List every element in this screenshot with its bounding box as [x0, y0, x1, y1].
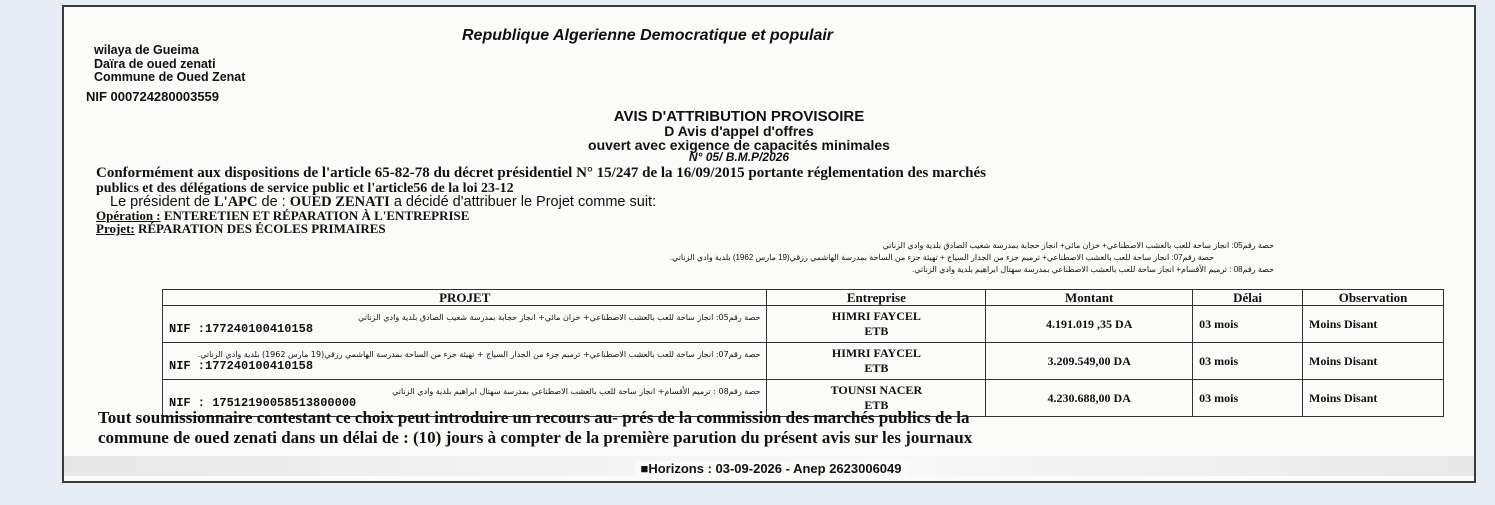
- lot-description: حصة رقم05: انجاز ساحة للعب بالعشب الاصطناعي+ خزان مائي+ انجاز حجابة بمدرسة شعيب الصادق بلدية وادي الزناتي: [358, 312, 761, 322]
- public-notice: [62, 5, 1476, 483]
- table-header-row: [163, 290, 1444, 306]
- col-entreprise: Entreprise: [767, 290, 986, 306]
- decision-apc: L'APC: [214, 194, 258, 210]
- col-projet: PROJET: [163, 290, 767, 306]
- notice-subtitle: D Avis d'appel d'offres: [664, 123, 814, 139]
- notice-title: AVIS D'ATTRIBUTION PROVISOIRE: [613, 108, 865, 125]
- recourse-notice-line-1: Tout soumissionnaire contestant ce choix peut introduire un recours au- prés de la commission des marchés publics de la: [98, 408, 970, 427]
- notice-subtitle-2: ouvert avec exigence de capacités minimales: [588, 137, 890, 153]
- issuer-block: [94, 44, 245, 85]
- cell-observation: Moins Disant: [1303, 343, 1444, 380]
- cell-entreprise: [767, 306, 986, 343]
- table-row: [163, 306, 1444, 343]
- cell-projet: [163, 306, 767, 343]
- projet-text: RÉPARATION DES ÉCOLES PRIMAIRES: [134, 221, 386, 236]
- cell-delai: 03 mois: [1193, 343, 1303, 380]
- entreprise-type: ETB: [864, 324, 889, 338]
- issuer-nif: NIF 000724280003559: [86, 89, 220, 104]
- cell-delai: 03 mois: [1193, 306, 1303, 343]
- entreprise-name: HIMRI FAYCEL: [831, 346, 921, 360]
- publication-source-text: ■Horizons : 03-09-2026 - Anep 2623006049: [635, 461, 908, 476]
- entreprise-type: ETB: [864, 398, 889, 412]
- arabic-lot-08: حصة رقم08 : ترميم الأقسام+ انجاز ساحة للعب بالعشب الاصطناعي بمدرسة سهتال ابراهيم بلدية وادي الزناتي.: [912, 265, 1274, 274]
- cell-entreprise: [767, 343, 986, 380]
- decision-text-a: Le président de: [110, 194, 214, 210]
- entreprise-name: HIMRI FAYCEL: [831, 309, 921, 323]
- arabic-lot-07: حصة رقم07: انجاز ساحة للعب بالعشب الاصطناعي+ ترميم جزء من الجدار السياج + تهيئة جزء من الساحة بمدرسة الهاشمي رزقي(19 مارس 1962) بلدية وادي الزناتي.: [669, 253, 1214, 262]
- lot-nif: NIF :177240100410158: [169, 321, 314, 336]
- commune-line: Commune de Oued Zenat: [94, 70, 246, 84]
- lot-nif: NIF : 17512190058513800000: [169, 395, 357, 410]
- col-observation: Observation: [1303, 290, 1444, 306]
- arabic-lot-05: حصة رقم05: انجاز ساحة للعب بالعشب الاصطناعي+ خزان مائي+ انجاز حجابة بمدرسة شعيب الصادق بلدية وادي الزناتي: [882, 241, 1274, 250]
- entreprise-name: TOUNSI NACER: [830, 383, 923, 397]
- projet-line: [96, 221, 386, 237]
- recourse-notice-line-2: commune de oued zenati dans un délai de : (10) jours à compter de la première parution du présent avis sur les journaux: [98, 428, 973, 447]
- cell-projet: [163, 343, 767, 380]
- cell-observation: Moins Disant: [1303, 306, 1444, 343]
- attribution-table: [162, 289, 1444, 417]
- cell-delai: 03 mois: [1193, 380, 1303, 417]
- entreprise-type: ETB: [864, 361, 889, 375]
- col-delai: Délai: [1193, 290, 1303, 306]
- republic-title: Republique Algerienne Democratique et populair: [462, 27, 834, 44]
- cell-montant: 4.191.019 ,35 DA: [986, 306, 1193, 343]
- notice-reference: N° 05/ B.M.P/2026: [688, 150, 790, 164]
- projet-label: Projet:: [96, 221, 135, 236]
- decision-commune: OUED ZENATI: [289, 194, 390, 210]
- legal-basis-line-1: Conformément aux dispositions de l'article 65-82-78 du décret présidentiel N° 15/247 de la 16/09/2015 portante réglementation des marchés: [96, 165, 986, 181]
- lot-nif: NIF :177240100410158: [169, 358, 314, 373]
- col-montant: Montant: [986, 290, 1193, 306]
- table-row: [163, 343, 1444, 380]
- operation-label: Opération :: [96, 208, 161, 223]
- cell-montant: 3.209.549,00 DA: [986, 343, 1193, 380]
- legal-basis-line-2: publics et des délégations de service public et l'article56 de la loi 23-12: [96, 181, 514, 196]
- publication-source: [64, 461, 1478, 476]
- lot-description: حصة رقم08 : ترميم الأقسام+ انجاز ساحة للعب بالعشب الاصطناعي بمدرسة سهتال ابراهيم بلدية وادي الزناتي: [392, 386, 761, 396]
- lot-description: حصة رقم07: انجاز ساحة للعب بالعشب الاصطناعي+ ترميم جزء من الجدار السياج + تهيئة جزء من الساحة بمدرسة الهاشمي رزقي(19 مارس 1962) بلدية وادي الزناتي.: [197, 349, 761, 359]
- wilaya-line: wilaya de Gueima: [94, 43, 199, 57]
- daira-line: Daïra de oued zenati: [94, 56, 216, 71]
- operation-text: ENTERETIEN ET RÉPARATION À L'ENTREPRISE: [160, 208, 470, 223]
- decision-text-e: a décidé d'attribuer le Projet comme suit:: [389, 194, 657, 210]
- cell-observation: Moins Disant: [1303, 380, 1444, 417]
- decision-text-c: de :: [257, 194, 290, 210]
- cell-montant: 4.230.688,00 DA: [986, 380, 1193, 417]
